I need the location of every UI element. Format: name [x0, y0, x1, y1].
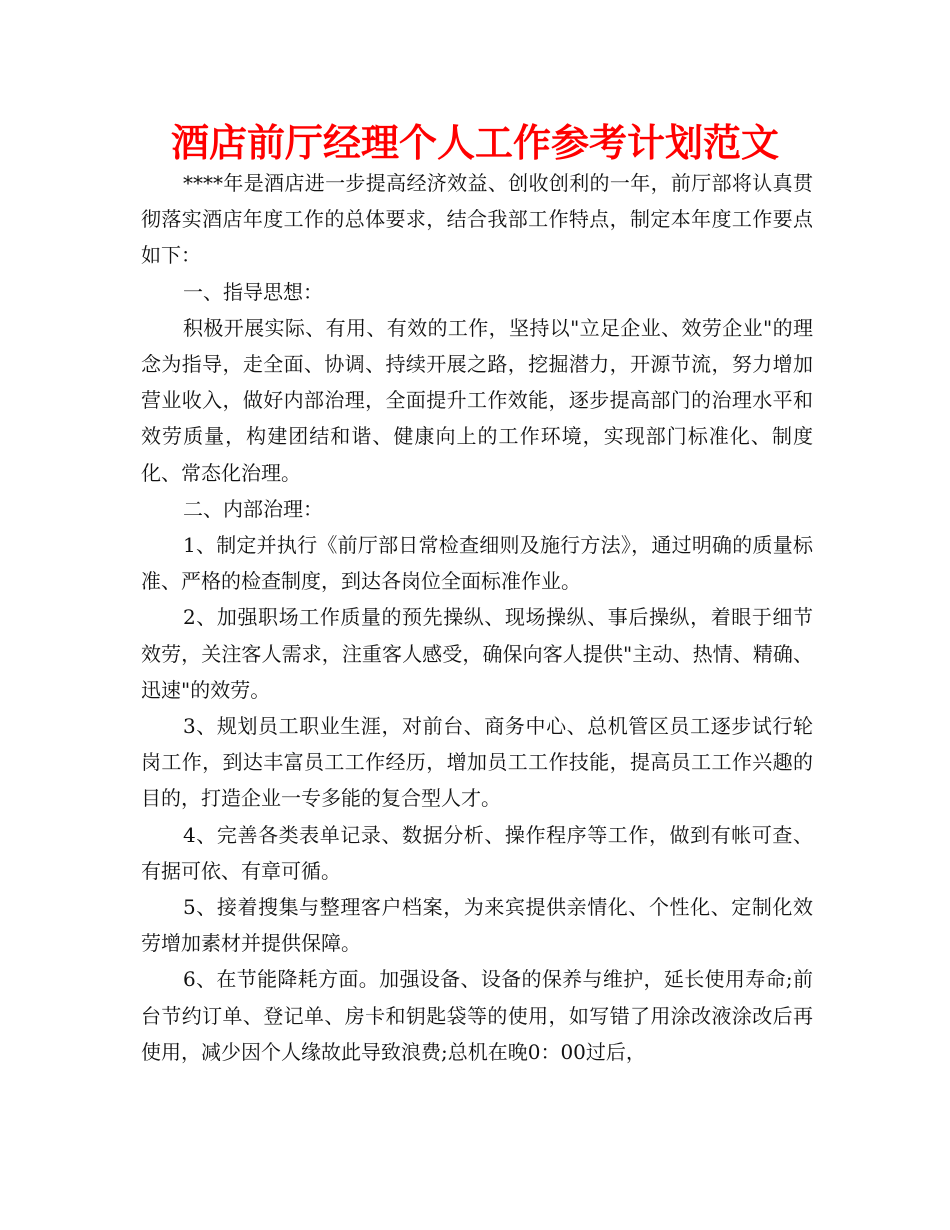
paragraph-item-2: 2、加强职场工作质量的预先操纵、现场操纵、事后操纵，着眼于细节效劳，关注客人需求，注重客人感受，确保向客人提供"主动、热情、精确、迅速"的效劳。 [141, 605, 813, 702]
document-body [141, 165, 813, 1070]
paragraph-intro: ****年是酒店进一步提高经济效益、创收创利的一年，前厅部将认真贯彻落实酒店年度工作的总体要求，结合我部工作特点，制定本年度工作要点如下： [141, 171, 813, 268]
document-title: 酒店前厅经理个人工作参考计划范文 [170, 121, 779, 165]
paragraph-item-6: 6、在节能降耗方面。加强设备、设备的保养与维护，延长使用寿命;前台节约订单、登记单、房卡和钥匙袋等的使用，如写错了用涂改液涂改后再使用，减少因个人缘故此导致浪费;总机在晚0：00过后， [141, 967, 813, 1064]
paragraph-item-4: 4、完善各类表单记录、数据分析、操作程序等工作，做到有帐可查、有据可依、有章可循。 [141, 822, 813, 883]
paragraph-guiding-ideology: 积极开展实际、有用、有效的工作，坚持以"立足企业、效劳企业"的理念为指导，走全面、协调、持续开展之路，挖掘潜力，开源节流，努力增加营业收入，做好内部治理，全面提升工作效能，逐步提高部门的治理水平和效劳质量，构建团结和谐、健康向上的工作环境，实现部门标准化、制度化、常态化治理。 [141, 315, 813, 485]
paragraph-item-1: 1、制定并执行《前厅部日常检查细则及施行方法》，通过明确的质量标准、严格的检查制度，到达各岗位全面标准作业。 [141, 533, 813, 594]
heading-internal-management: 二、内部治理： [183, 496, 323, 521]
paragraph-item-5: 5、接着搜集与整理客户档案，为来宾提供亲情化、个性化、定制化效劳增加素材并提供保障。 [141, 895, 813, 956]
paragraph-item-3: 3、规划员工职业生涯，对前台、商务中心、总机管区员工逐步试行轮岗工作，到达丰富员工工作经历，增加员工工作技能，提高员工工作兴趣的目的，打造企业一专多能的复合型人才。 [141, 714, 813, 811]
heading-guiding-ideology: 一、指导思想： [183, 279, 323, 304]
